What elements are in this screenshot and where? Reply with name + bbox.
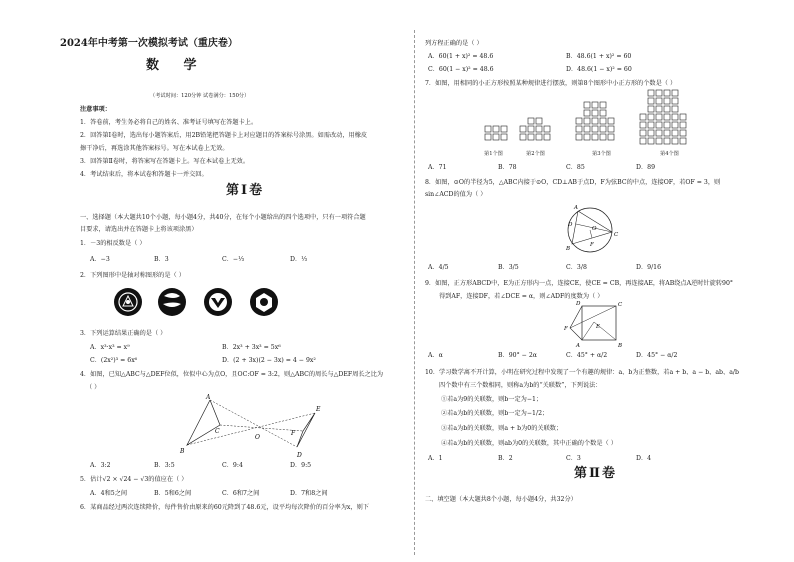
q10-stem: 10．学习数学离不开计算，小明在研究过程中发现了一个有趣的规律：a、b为正整数，若a + b、a − b、ab、a/b bbox=[425, 369, 739, 376]
note-item: 1．答卷前，考生务必将自己的姓名、准考证号填写在答题卡上。 bbox=[80, 119, 258, 126]
q9-option-d[interactable]: D．45° − α/2 bbox=[636, 352, 678, 359]
q10-option-c[interactable]: C．3 bbox=[566, 455, 581, 462]
q7-pattern-3 bbox=[576, 102, 614, 140]
q2-option-b-logo bbox=[158, 288, 186, 316]
q4-stem: 4．如图，已知△ABC与△DEF位似，位似中心为点O，且OC:OF = 3:2，则△ABC的周长与△DEF周长之比为 bbox=[80, 371, 384, 378]
q7-fig-label-1: 第1个图 bbox=[484, 151, 503, 157]
q7-pattern-2 bbox=[520, 118, 550, 140]
q2-option-d-logo bbox=[250, 288, 278, 316]
q8-option-d[interactable]: D．9/16 bbox=[636, 264, 662, 271]
q6-stem: 6．某商品经过两次连续降价，每件售价由原来的60元降到了48.6元，设平均每次降价的百分率为x，则下 bbox=[80, 504, 369, 511]
q2-option-c-logo bbox=[204, 288, 232, 316]
q8-stem-cont: sin∠ACD的值为（ ） bbox=[425, 191, 487, 198]
q4-figure bbox=[175, 395, 335, 460]
q2-stem: 2．下列图形中是轴对称图形的是（ ） bbox=[80, 272, 185, 279]
q4-label-c: C bbox=[215, 428, 220, 435]
q9-figure bbox=[562, 300, 632, 350]
column-divider bbox=[414, 30, 415, 555]
q7-option-b[interactable]: B．78 bbox=[498, 164, 517, 171]
q3-option-b[interactable]: B．2x³ + 3x³ = 5x⁶ bbox=[222, 344, 281, 351]
q8-option-b[interactable]: B．3/5 bbox=[498, 264, 519, 271]
q4-stem-cont: （ ） bbox=[86, 384, 101, 391]
q1-option-b[interactable]: B．3 bbox=[154, 256, 169, 263]
q10-option-b[interactable]: B．2 bbox=[498, 455, 513, 462]
q1-option-a[interactable]: A．−3 bbox=[90, 256, 110, 263]
q7-stem: 7．如图，用相同的小正方形按照某种规律进行摆放，则第8个图形中小正方形的个数是（ ） bbox=[425, 80, 677, 87]
q1-stem: 1．－3的相反数是（ ） bbox=[80, 240, 146, 247]
q1-option-c[interactable]: C．−⅓ bbox=[222, 256, 245, 263]
q8-label-b: B bbox=[566, 246, 571, 252]
q6-option-c[interactable]: C．60(1 − x)² = 48.6 bbox=[428, 66, 494, 73]
q5-stem: 5．估计√2 × √24 − √3的值应在（ ） bbox=[80, 476, 188, 483]
q10-option-d[interactable]: D．4 bbox=[636, 455, 652, 462]
note-item: 2．回答第Ⅰ卷时，选出每小题答案后，用2B铅笔把答题卡上对应题目的答案标号涂黑。如需改动，用橡皮 bbox=[80, 132, 368, 139]
q5-option-a[interactable]: A．4和5之间 bbox=[90, 490, 128, 497]
q2-figures bbox=[110, 284, 310, 324]
q4-label-e: E bbox=[316, 406, 321, 413]
part1-instruction: 一、选择题（本大题共10个小题，每小题4分，共40分，在每个小题给出的四个选项中，只有一项符合题 bbox=[80, 214, 366, 221]
q6-option-a[interactable]: A．60(1 + x)² = 48.6 bbox=[428, 53, 494, 60]
q6-option-d[interactable]: D．48.6(1 − x)² = 60 bbox=[566, 66, 632, 73]
q9-label-c: C bbox=[618, 302, 623, 308]
exam-subject: 数 学 bbox=[146, 58, 207, 73]
q8-label-a: A bbox=[574, 205, 578, 211]
q8-option-a[interactable]: A．4/5 bbox=[428, 264, 449, 271]
q8-label-f: F bbox=[590, 242, 594, 248]
note-item: 3．回答第Ⅱ卷时，将答案写在答题卡上。写在本试卷上无效。 bbox=[80, 158, 250, 165]
q4-label-a: A bbox=[206, 394, 211, 401]
q9-option-a[interactable]: A．α bbox=[428, 352, 443, 359]
q1-option-d[interactable]: D．⅓ bbox=[290, 256, 308, 263]
q10-statement-4: ④若a为b的关联数，则ab为0的关联数，其中正确的个数是（ ） bbox=[441, 440, 617, 447]
q4-option-a[interactable]: A．3:2 bbox=[90, 462, 111, 469]
part2-instruction: 二、填空题（本大题共8个小题，每小题4分，共32分） bbox=[425, 496, 577, 503]
q10-statement-1: ①若a为9的关联数，则b一定为−1； bbox=[441, 396, 543, 403]
q9-label-f: F bbox=[564, 326, 568, 332]
q4-option-b[interactable]: B．3:5 bbox=[154, 462, 175, 469]
q8-option-c[interactable]: C．3/8 bbox=[566, 264, 587, 271]
q7-fig-label-4: 第4个图 bbox=[660, 151, 679, 157]
q9-stem-cont: 得到AF，连接DF，若∠DCE = α，则∠ADF的度数为（ ） bbox=[439, 293, 604, 300]
q7-pattern-4 bbox=[640, 90, 686, 144]
q4-option-c[interactable]: C．9:4 bbox=[222, 462, 243, 469]
part2-label: 第Ⅱ卷 bbox=[574, 466, 617, 481]
q7-option-a[interactable]: A．71 bbox=[428, 164, 447, 171]
q10-option-a[interactable]: A．1 bbox=[428, 455, 443, 462]
note-item: 4．考试结束后，将本试卷和答题卡一并交回。 bbox=[80, 171, 208, 178]
q9-label-d: D bbox=[576, 301, 581, 307]
exam-info: （考试时间：120分钟 试卷满分：150分） bbox=[150, 93, 250, 99]
q3-option-a[interactable]: A．x³·x³ = x⁹ bbox=[90, 344, 130, 351]
q7-pattern-1 bbox=[485, 126, 507, 140]
q9-label-e: E bbox=[596, 324, 601, 330]
q10-stem-cont: 四个数中有三个数相同，则称a为b的“关联数”，下列说法： bbox=[439, 382, 602, 389]
q8-label-c: C bbox=[614, 232, 619, 238]
q6-stem-cont: 列方程正确的是（ ） bbox=[425, 40, 483, 47]
part1-label: 第Ⅰ卷 bbox=[226, 183, 265, 198]
q2-option-a-logo bbox=[114, 288, 142, 316]
note-item: 擦干净后，再选涂其他答案标号。写在本试卷上无效。 bbox=[80, 145, 229, 152]
q4-label-d: D bbox=[297, 452, 302, 459]
q4-label-f: F bbox=[291, 430, 296, 437]
q3-option-d[interactable]: D．(2 + 3x)(2 − 3x) = 4 − 9x² bbox=[222, 357, 316, 364]
notes-heading: 注意事项： bbox=[80, 106, 111, 113]
q5-option-c[interactable]: C．6和7之间 bbox=[222, 490, 260, 497]
q9-label-b: B bbox=[618, 343, 623, 349]
q7-fig-label-3: 第3个图 bbox=[592, 151, 611, 157]
q3-option-c[interactable]: C．(2x²)³ = 6x⁶ bbox=[90, 357, 138, 364]
exam-title: 2024年中考第一次模拟考试（重庆卷） bbox=[60, 38, 238, 49]
q6-option-b[interactable]: B．48.6(1 + x)² = 60 bbox=[566, 53, 632, 60]
part1-instruction: 目要求，请选出并在答题卡上将该项涂黑） bbox=[80, 226, 198, 233]
q3-stem: 3．下列运算结果正确的是（ ） bbox=[80, 330, 167, 337]
q9-stem: 9．如图，正方形ABCD中，E为正方形内一点，连接CE，使CE = CB，再连接AE，将AB绕点A逆时针旋转90° bbox=[425, 280, 733, 287]
q5-option-b[interactable]: B．5和6之间 bbox=[154, 490, 192, 497]
q7-option-c[interactable]: C．85 bbox=[566, 164, 585, 171]
q5-option-d[interactable]: D．7和8之间 bbox=[290, 490, 328, 497]
q7-figure bbox=[480, 90, 710, 152]
q8-stem: 8．如图，⊙O的半径为5，△ABC内接于⊙O，CD⊥AB于点D，F为弦BC的中点，连接OF，若OF = 3，则 bbox=[425, 179, 721, 186]
q4-label-o: O bbox=[255, 434, 260, 441]
q8-figure bbox=[560, 200, 630, 262]
q8-label-d: D bbox=[568, 222, 573, 228]
q9-label-a: A bbox=[576, 343, 580, 349]
q8-label-o: O bbox=[592, 226, 597, 232]
q4-label-b: B bbox=[180, 448, 185, 455]
q7-fig-label-2: 第2个图 bbox=[526, 151, 545, 157]
q7-option-d[interactable]: D．89 bbox=[636, 164, 656, 171]
q4-option-d[interactable]: D．9:5 bbox=[290, 462, 312, 469]
q10-statement-3: ③若a为b的关联数，则a + b为0的关联数； bbox=[441, 425, 563, 432]
q9-option-c[interactable]: C．45° + α/2 bbox=[566, 352, 608, 359]
q9-option-b[interactable]: B．90° − 2α bbox=[498, 352, 537, 359]
q10-statement-2: ②若a为b的关联数，则b一定为−1/2； bbox=[441, 410, 549, 417]
